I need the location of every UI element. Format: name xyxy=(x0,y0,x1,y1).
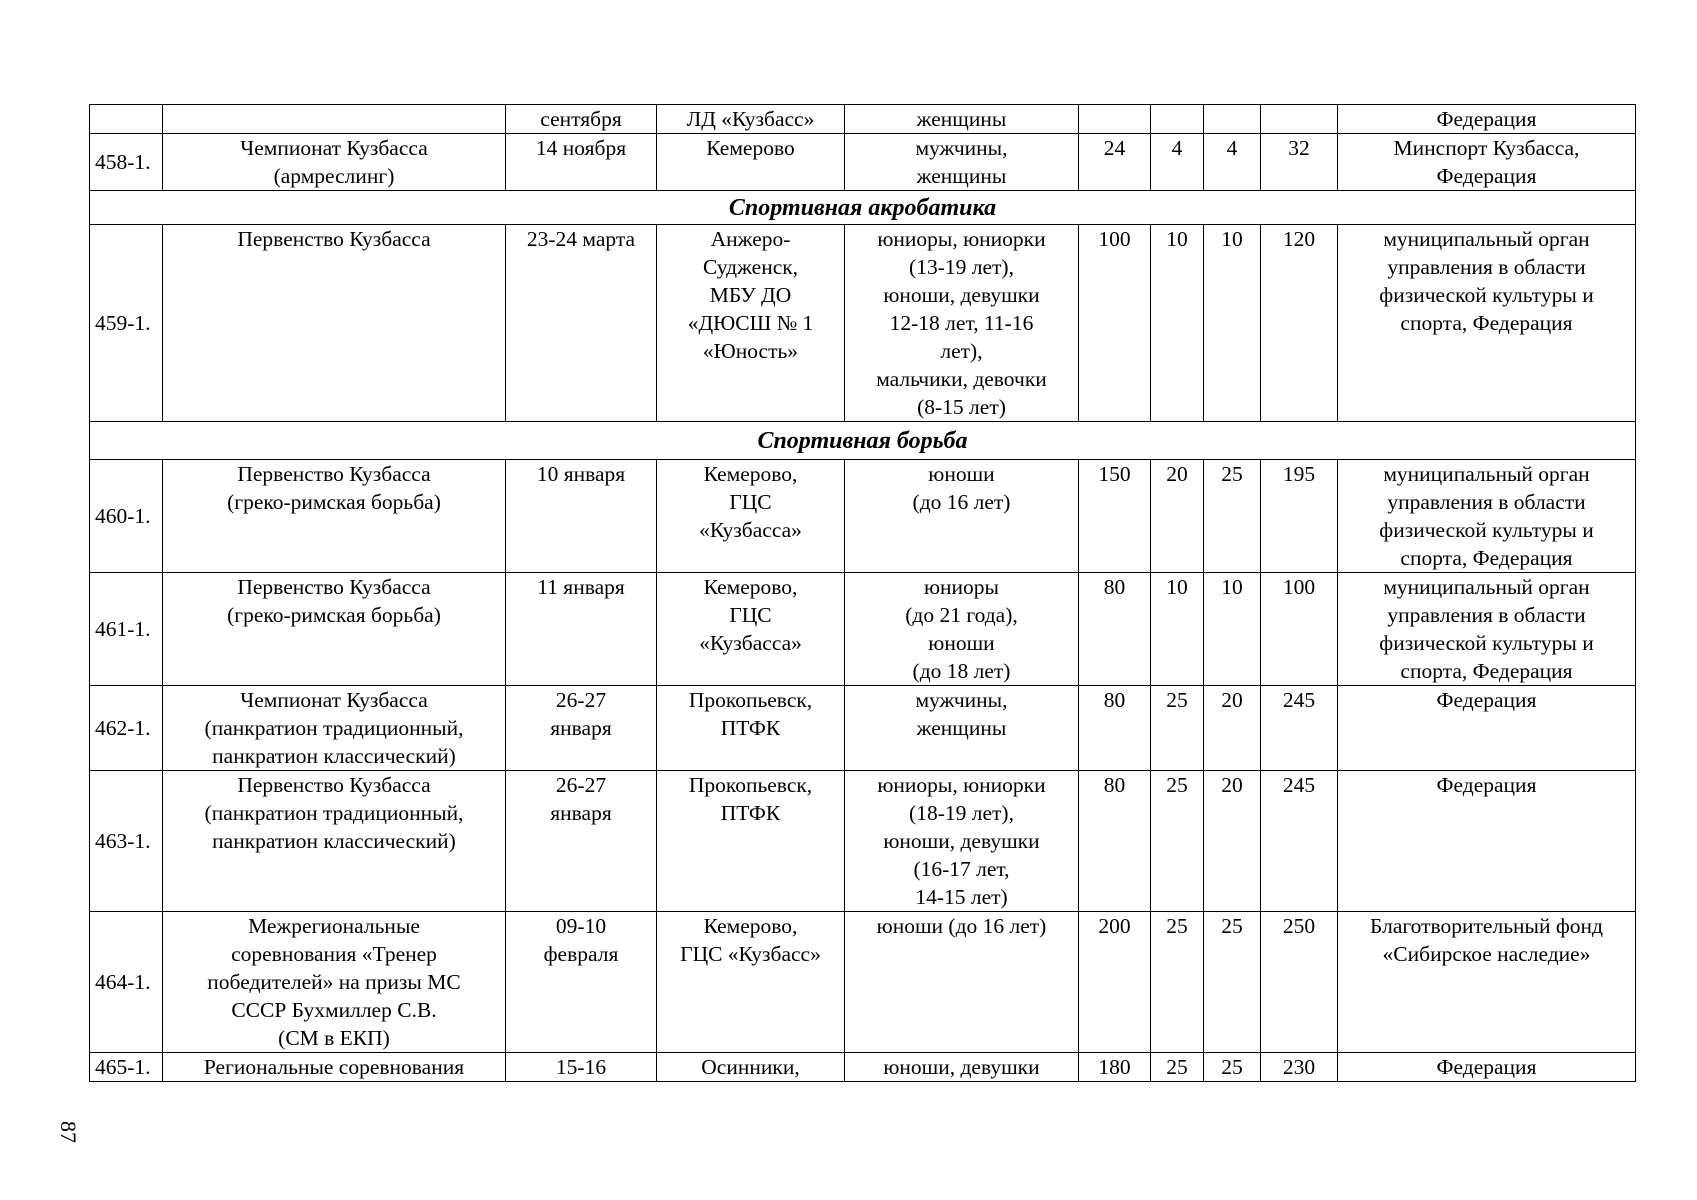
count-coaches-cell: 25 xyxy=(1151,1053,1204,1082)
organizer-cell: муниципальный орган управления в области физической культуры и спорта, Федерация xyxy=(1338,460,1636,573)
count-total-cell: 250 xyxy=(1261,912,1338,1053)
participants-cell: юниоры, юниорки (18-19 лет), юноши, девушки (16-17 лет, 14-15 лет) xyxy=(845,771,1079,912)
event-name-cell: Региональные соревнования xyxy=(163,1053,506,1082)
section-header-row xyxy=(90,191,1636,225)
event-place-cell: Кемерово, ГЦС «Кузбасс» xyxy=(657,912,845,1053)
organizer-cell: Минспорт Кузбасса, Федерация xyxy=(1338,134,1636,191)
count-total-cell: 230 xyxy=(1261,1053,1338,1082)
count-judges-cell: 25 xyxy=(1204,912,1261,1053)
row-number-cell: 460-1. xyxy=(90,460,163,573)
count-judges-cell: 10 xyxy=(1204,225,1261,422)
event-date-cell: 10 января xyxy=(506,460,657,573)
events-table xyxy=(89,104,1636,1082)
event-date-cell: 26-27 января xyxy=(506,771,657,912)
event-place-cell: Анжеро- Судженск, МБУ ДО «ДЮСШ № 1 «Юность» xyxy=(657,225,845,422)
count-athletes-cell: 200 xyxy=(1079,912,1151,1053)
row-number-cell: 458-1. xyxy=(90,134,163,191)
row-number-cell xyxy=(90,105,163,134)
event-date-cell: 15-16 xyxy=(506,1053,657,1082)
event-place-cell: ЛД «Кузбасс» xyxy=(657,105,845,134)
table-row xyxy=(90,771,1636,912)
section-title: Спортивная акробатика xyxy=(90,191,1636,225)
row-number-cell: 464-1. xyxy=(90,912,163,1053)
count-athletes-cell: 80 xyxy=(1079,573,1151,686)
count-athletes-cell: 24 xyxy=(1079,134,1151,191)
table-row xyxy=(90,105,1636,134)
organizer-cell: Федерация xyxy=(1338,686,1636,771)
event-name-cell xyxy=(163,105,506,134)
participants-cell: мужчины, женщины xyxy=(845,686,1079,771)
count-total-cell xyxy=(1261,105,1338,134)
count-athletes-cell: 80 xyxy=(1079,686,1151,771)
participants-cell: женщины xyxy=(845,105,1079,134)
event-name-cell: Первенство Кузбасса (греко-римская борьба) xyxy=(163,573,506,686)
table-row xyxy=(90,686,1636,771)
page-number: 87 xyxy=(56,1121,81,1143)
count-coaches-cell: 10 xyxy=(1151,225,1204,422)
row-number-cell: 463-1. xyxy=(90,771,163,912)
event-place-cell: Осинники, xyxy=(657,1053,845,1082)
count-coaches-cell: 20 xyxy=(1151,460,1204,573)
row-number-cell: 459-1. xyxy=(90,225,163,422)
table-row xyxy=(90,225,1636,422)
count-athletes-cell: 180 xyxy=(1079,1053,1151,1082)
event-place-cell: Кемерово, ГЦС «Кузбасса» xyxy=(657,460,845,573)
event-name-cell: Чемпионат Кузбасса (армреслинг) xyxy=(163,134,506,191)
organizer-cell: Федерация xyxy=(1338,105,1636,134)
count-athletes-cell: 100 xyxy=(1079,225,1151,422)
organizer-cell: муниципальный орган управления в области физической культуры и спорта, Федерация xyxy=(1338,573,1636,686)
count-athletes-cell xyxy=(1079,105,1151,134)
event-name-cell: Чемпионат Кузбасса (панкратион традиционный, панкратион классический) xyxy=(163,686,506,771)
participants-cell: юниоры, юниорки (13-19 лет), юноши, девушки 12-18 лет, 11-16 лет), мальчики, девочки (8-15 лет) xyxy=(845,225,1079,422)
count-total-cell: 245 xyxy=(1261,771,1338,912)
participants-cell: юниоры (до 21 года), юноши (до 18 лет) xyxy=(845,573,1079,686)
event-date-cell: 23-24 марта xyxy=(506,225,657,422)
organizer-cell: Федерация xyxy=(1338,771,1636,912)
count-total-cell: 32 xyxy=(1261,134,1338,191)
event-date-cell: 09-10 февраля xyxy=(506,912,657,1053)
row-number-cell: 461-1. xyxy=(90,573,163,686)
count-total-cell: 245 xyxy=(1261,686,1338,771)
event-date-cell: 11 января xyxy=(506,573,657,686)
event-date-cell: сентября xyxy=(506,105,657,134)
event-date-cell: 26-27 января xyxy=(506,686,657,771)
count-judges-cell: 20 xyxy=(1204,686,1261,771)
organizer-cell: муниципальный орган управления в области физической культуры и спорта, Федерация xyxy=(1338,225,1636,422)
table-row xyxy=(90,1053,1636,1082)
table-row xyxy=(90,460,1636,573)
organizer-cell: Благотворительный фонд «Сибирское наследие» xyxy=(1338,912,1636,1053)
count-total-cell: 195 xyxy=(1261,460,1338,573)
row-number-cell: 462-1. xyxy=(90,686,163,771)
count-judges-cell: 20 xyxy=(1204,771,1261,912)
count-athletes-cell: 150 xyxy=(1079,460,1151,573)
event-name-cell: Первенство Кузбасса xyxy=(163,225,506,422)
count-coaches-cell: 4 xyxy=(1151,134,1204,191)
event-date-cell: 14 ноября xyxy=(506,134,657,191)
event-place-cell: Прокопьевск, ПТФК xyxy=(657,771,845,912)
participants-cell: мужчины, женщины xyxy=(845,134,1079,191)
participants-cell: юноши, девушки xyxy=(845,1053,1079,1082)
count-coaches-cell: 10 xyxy=(1151,573,1204,686)
count-judges-cell: 25 xyxy=(1204,460,1261,573)
count-athletes-cell: 80 xyxy=(1079,771,1151,912)
count-total-cell: 120 xyxy=(1261,225,1338,422)
count-coaches-cell: 25 xyxy=(1151,912,1204,1053)
count-total-cell: 100 xyxy=(1261,573,1338,686)
count-coaches-cell xyxy=(1151,105,1204,134)
count-coaches-cell: 25 xyxy=(1151,686,1204,771)
participants-cell: юноши (до 16 лет) xyxy=(845,912,1079,1053)
row-number-cell: 465-1. xyxy=(90,1053,163,1082)
section-header-row xyxy=(90,422,1636,460)
organizer-cell: Федерация xyxy=(1338,1053,1636,1082)
table-row xyxy=(90,912,1636,1053)
event-place-cell: Кемерово xyxy=(657,134,845,191)
event-name-cell: Первенство Кузбасса (греко-римская борьба) xyxy=(163,460,506,573)
count-judges-cell: 25 xyxy=(1204,1053,1261,1082)
count-judges-cell xyxy=(1204,105,1261,134)
table-row xyxy=(90,573,1636,686)
section-title: Спортивная борьба xyxy=(90,422,1636,460)
event-name-cell: Первенство Кузбасса (панкратион традиционный, панкратион классический) xyxy=(163,771,506,912)
event-name-cell: Межрегиональные соревнования «Тренер победителей» на призы МС СССР Бухмиллер С.В. (СМ в ЕКП) xyxy=(163,912,506,1053)
count-coaches-cell: 25 xyxy=(1151,771,1204,912)
event-place-cell: Прокопьевск, ПТФК xyxy=(657,686,845,771)
participants-cell: юноши (до 16 лет) xyxy=(845,460,1079,573)
count-judges-cell: 4 xyxy=(1204,134,1261,191)
event-place-cell: Кемерово, ГЦС «Кузбасса» xyxy=(657,573,845,686)
table-row xyxy=(90,134,1636,191)
count-judges-cell: 10 xyxy=(1204,573,1261,686)
